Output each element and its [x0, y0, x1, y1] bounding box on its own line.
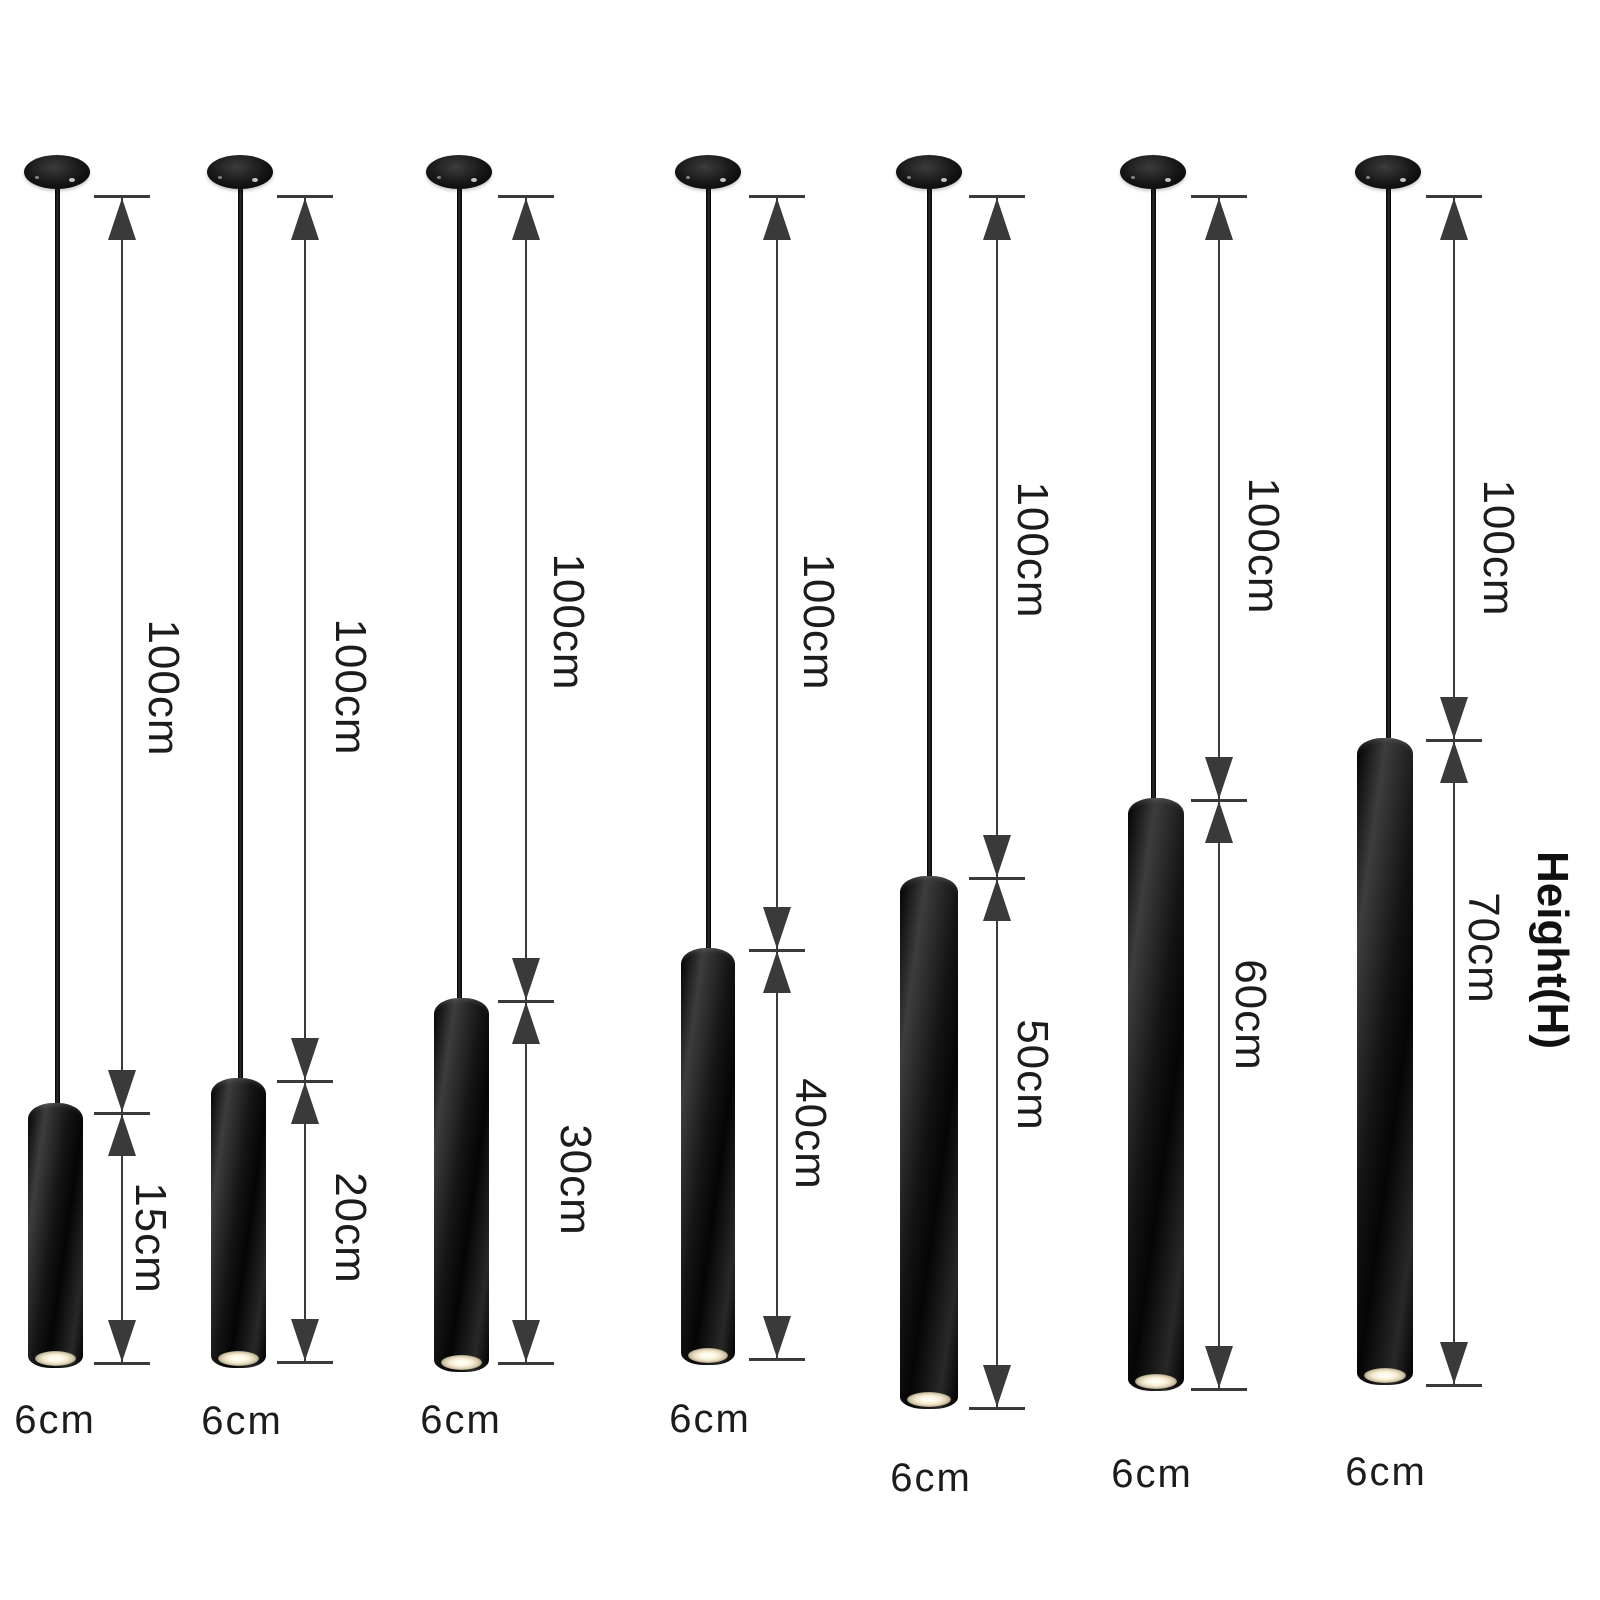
- diameter-label: 6cm: [1111, 1452, 1193, 1496]
- cable-length-label: 100cm: [794, 553, 843, 691]
- height-axis-label: Height(H): [1528, 851, 1577, 1049]
- diameter-label: 6cm: [1345, 1450, 1427, 1494]
- bottom-tick: [1426, 1384, 1482, 1387]
- cable-length-label: 100cm: [139, 619, 188, 757]
- tube-height-label: 15cm: [126, 1182, 175, 1294]
- diameter-label: 6cm: [14, 1398, 96, 1442]
- arrow-up-icon: [1440, 741, 1468, 783]
- diameter-label: 6cm: [420, 1398, 502, 1442]
- arrow-down-icon: [1440, 1342, 1468, 1384]
- suspension-cable: [1386, 185, 1391, 738]
- tube-body: [1357, 738, 1413, 1385]
- tube-height-label: 40cm: [786, 1078, 835, 1190]
- cable-length-label: 100cm: [1474, 479, 1523, 617]
- arrow-up-icon: [1440, 198, 1468, 240]
- cable-length-label: 100cm: [1008, 481, 1057, 619]
- diameter-label: 6cm: [201, 1399, 283, 1443]
- light-lens: [1364, 1368, 1406, 1383]
- tube-height-label: 70cm: [1459, 892, 1508, 1004]
- ceiling-canopy: [1355, 155, 1421, 189]
- tube-height-label: 30cm: [551, 1124, 600, 1236]
- cable-length-label: 100cm: [326, 618, 375, 756]
- tube-height-label: 20cm: [326, 1172, 375, 1284]
- cable-length-label: 100cm: [544, 553, 593, 691]
- tube-height-label: 50cm: [1008, 1019, 1057, 1131]
- dimension-line: [1453, 197, 1455, 1385]
- diameter-label: 6cm: [669, 1397, 751, 1441]
- cable-length-label: 100cm: [1239, 477, 1288, 615]
- tube-height-label: 60cm: [1226, 959, 1275, 1071]
- diameter-label: 6cm: [890, 1456, 972, 1500]
- arrow-down-icon: [1440, 697, 1468, 739]
